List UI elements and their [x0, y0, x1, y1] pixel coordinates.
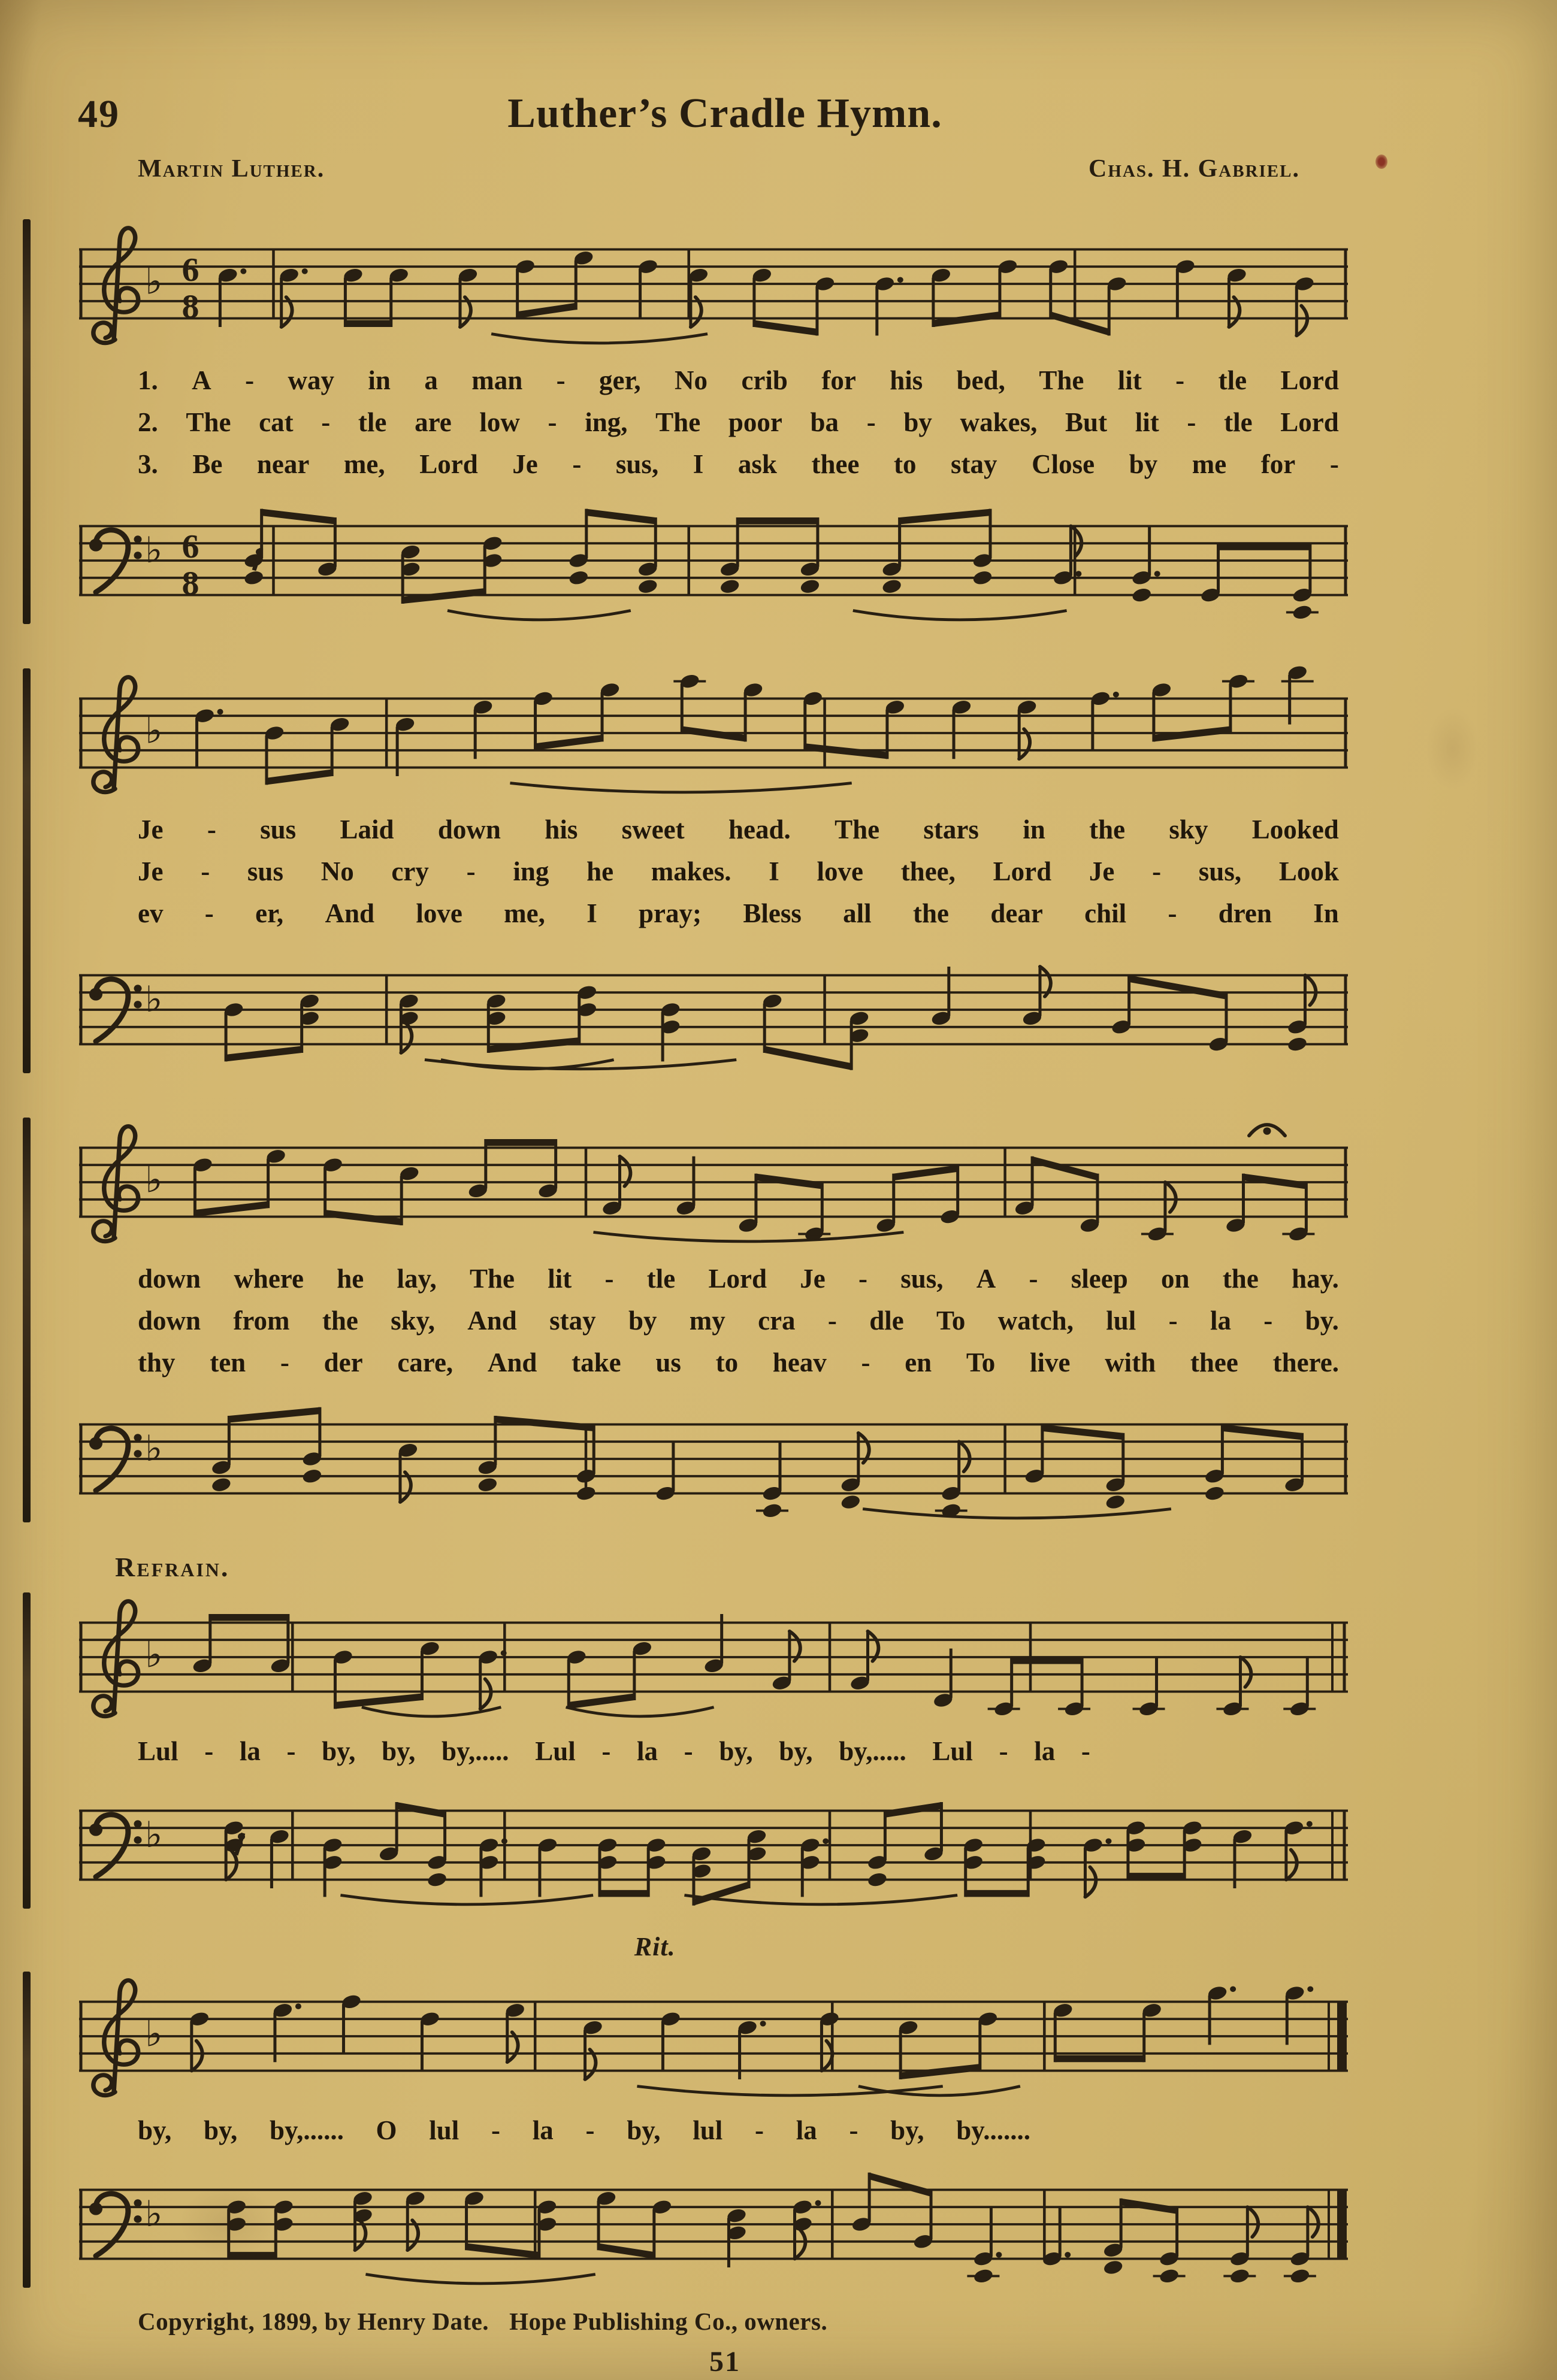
final-lyrics-block [78, 2108, 1372, 2152]
music-system-4-refrain [78, 1585, 1372, 1917]
author-credit: Martin Luther. [138, 155, 325, 183]
lyric-line-verse2: Je - sus No cry - ing he makes. I love thee, Lord Je - sus, Look [138, 856, 1339, 886]
svg-text:♭: ♭ [145, 1428, 163, 1470]
hymn-number: 49 [78, 92, 120, 136]
composer-credit: Chas. H. Gabriel. [1089, 155, 1300, 183]
lyric-line-verse1: 1. A - way in a man - ger, No crib for his bed, The lit - tle Lord [138, 365, 1339, 395]
refrain-label: Refrain. [115, 1552, 230, 1582]
page-header [78, 90, 1372, 138]
svg-text:6: 6 [182, 252, 199, 289]
svg-text:♭: ♭ [145, 1159, 163, 1201]
treble-staff [78, 661, 1372, 805]
svg-text:♭: ♭ [145, 979, 163, 1021]
copyright-line [78, 2307, 1372, 2336]
verse-lyrics-block [78, 805, 1372, 938]
svg-text:♭: ♭ [145, 1634, 163, 1676]
music-system-3 [78, 1110, 1372, 1531]
lyric-line-verse3: ev - er, And love me, I pray; Bless all the dear chil - dren In [138, 898, 1339, 928]
svg-text:8: 8 [182, 565, 199, 602]
lyric-line-final: by, by, by,...... O lul - la - by, lul - la - by, by....... [138, 2115, 1030, 2145]
svg-text:♭: ♭ [145, 1815, 163, 1856]
bass-staff [78, 489, 1372, 632]
bass-staff [78, 1773, 1372, 1917]
rit-label: Rit. [634, 1932, 676, 1961]
lyric-line-verse1: down where he lay, The lit - tle Lord Je - sus, A - sleep on the hay. [138, 1264, 1339, 1294]
bass-staff [78, 2152, 1372, 2296]
music-system-1 [78, 212, 1372, 632]
treble-staff [78, 1110, 1372, 1254]
bass-staff [78, 938, 1372, 1082]
lyric-line-verse1: Je - sus Laid down his sweet head. The stars in the sky Looked [138, 814, 1339, 844]
copyright-text: Copyright, 1899, by Henry Date. [138, 2308, 489, 2335]
verse-lyrics-block [78, 356, 1372, 489]
lyric-line-verse3: 3. Be near me, Lord Je - sus, I ask thee to stay Close by me for - [138, 449, 1339, 479]
treble-staff [78, 1964, 1372, 2108]
svg-text:♭: ♭ [145, 261, 163, 303]
lyric-line-verse3: thy ten - der care, And take us to heav - en To live with thee there. [138, 1348, 1339, 1377]
svg-text:♭: ♭ [145, 530, 163, 571]
byline-row [78, 155, 1372, 183]
svg-text:6: 6 [182, 528, 199, 565]
lyric-line-verse2: 2. The cat - tle are low - ing, The poor ba - by wakes, But lit - tle Lord [138, 407, 1339, 437]
music-system-5 [78, 1964, 1372, 2296]
paper-stain [1426, 707, 1480, 791]
treble-staff [78, 1585, 1372, 1729]
page-number: 51 [709, 2346, 740, 2378]
svg-text:♭: ♭ [145, 2194, 163, 2235]
music-system-2 [78, 661, 1372, 1082]
bass-staff [78, 1387, 1372, 1531]
page-title: Luther’s Cradle Hymn. [507, 90, 942, 137]
svg-text:♭: ♭ [145, 2013, 163, 2055]
publisher-text: Hope Publishing Co., owners. [509, 2308, 828, 2335]
ink-speck [1375, 155, 1387, 169]
svg-text:♭: ♭ [145, 710, 163, 752]
treble-staff [78, 212, 1372, 356]
svg-text:8: 8 [182, 288, 199, 326]
lyric-line-verse2: down from the sky, And stay by my cra - dle To watch, lul - la - by. [138, 1306, 1339, 1336]
refrain-lyrics-block [78, 1729, 1372, 1773]
verse-lyrics-block [78, 1254, 1372, 1387]
lyric-line-refrain: Lul - la - by, by, by,..... Lul - la - by, by, by,..... Lul - la - [138, 1736, 1090, 1766]
